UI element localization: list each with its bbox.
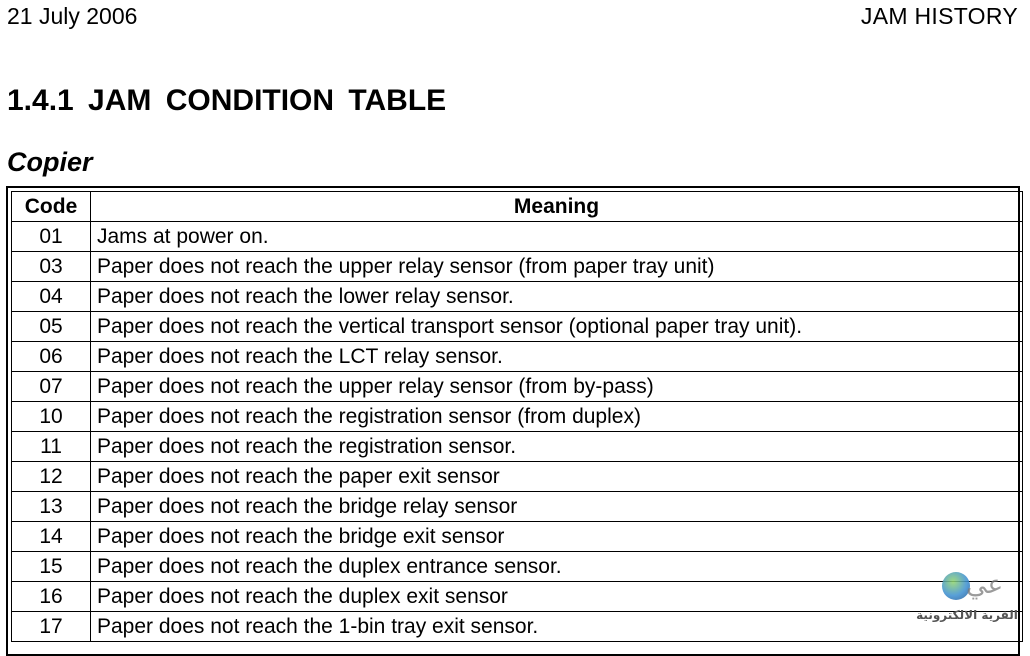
- section-title: 1.4.1 JAM CONDITION TABLE: [7, 84, 447, 117]
- table-row: [12, 312, 1023, 342]
- table-row: [12, 432, 1023, 462]
- meaning-cell: Paper does not reach the duplex entrance sensor.: [91, 552, 1023, 582]
- table-row: [12, 552, 1023, 582]
- table-row: [12, 282, 1023, 312]
- meaning-cell: Paper does not reach the registration sensor.: [91, 432, 1023, 462]
- meaning-cell: Paper does not reach the 1-bin tray exit sensor.: [91, 612, 1023, 642]
- meaning-cell: Paper does not reach the bridge relay sensor: [91, 492, 1023, 522]
- table-row: [12, 582, 1023, 612]
- table-row: [12, 492, 1023, 522]
- code-cell: 04: [12, 282, 91, 312]
- header-title: JAM HISTORY: [860, 3, 1018, 29]
- table-row: [12, 252, 1023, 282]
- table-row: [12, 342, 1023, 372]
- code-cell: 17: [12, 612, 91, 642]
- meaning-cell: Paper does not reach the upper relay sensor (from by-pass): [91, 372, 1023, 402]
- code-cell: 16: [12, 582, 91, 612]
- watermark-logo: [912, 572, 1022, 632]
- meaning-cell: Paper does not reach the lower relay sensor.: [91, 282, 1023, 312]
- meaning-cell: Paper does not reach the paper exit sensor: [91, 462, 1023, 492]
- code-cell: 05: [12, 312, 91, 342]
- table-header-row: [12, 192, 1023, 222]
- table-row: [12, 522, 1023, 552]
- watermark-script: عي: [966, 570, 1004, 600]
- code-cell: 11: [12, 432, 91, 462]
- code-cell: 15: [12, 552, 91, 582]
- code-cell: 10: [12, 402, 91, 432]
- meaning-cell: Paper does not reach the duplex exit sensor: [91, 582, 1023, 612]
- meaning-cell: Paper does not reach the vertical transport sensor (optional paper tray unit).: [91, 312, 1023, 342]
- meaning-cell: Paper does not reach the upper relay sensor (from paper tray unit): [91, 252, 1023, 282]
- table-row: [12, 462, 1023, 492]
- code-cell: 13: [12, 492, 91, 522]
- meaning-cell: Paper does not reach the registration sensor (from duplex): [91, 402, 1023, 432]
- table-row: [12, 372, 1023, 402]
- table-frame: [6, 186, 1020, 656]
- header-date: 21 July 2006: [7, 3, 138, 29]
- column-header-code: Code: [12, 192, 91, 222]
- table-row: [12, 612, 1023, 642]
- code-cell: 07: [12, 372, 91, 402]
- jam-condition-table: [11, 191, 1023, 642]
- code-cell: 12: [12, 462, 91, 492]
- meaning-cell: Paper does not reach the LCT relay sensor.: [91, 342, 1023, 372]
- subsection-title: Copier: [7, 147, 93, 177]
- column-header-meaning: Meaning: [91, 192, 1023, 222]
- meaning-cell: Jams at power on.: [91, 222, 1023, 252]
- watermark-text: القرية الالكترونية: [916, 608, 1018, 622]
- table-row: [12, 222, 1023, 252]
- code-cell: 03: [12, 252, 91, 282]
- code-cell: 01: [12, 222, 91, 252]
- meaning-cell: Paper does not reach the bridge exit sensor: [91, 522, 1023, 552]
- code-cell: 14: [12, 522, 91, 552]
- code-cell: 06: [12, 342, 91, 372]
- table-row: [12, 402, 1023, 432]
